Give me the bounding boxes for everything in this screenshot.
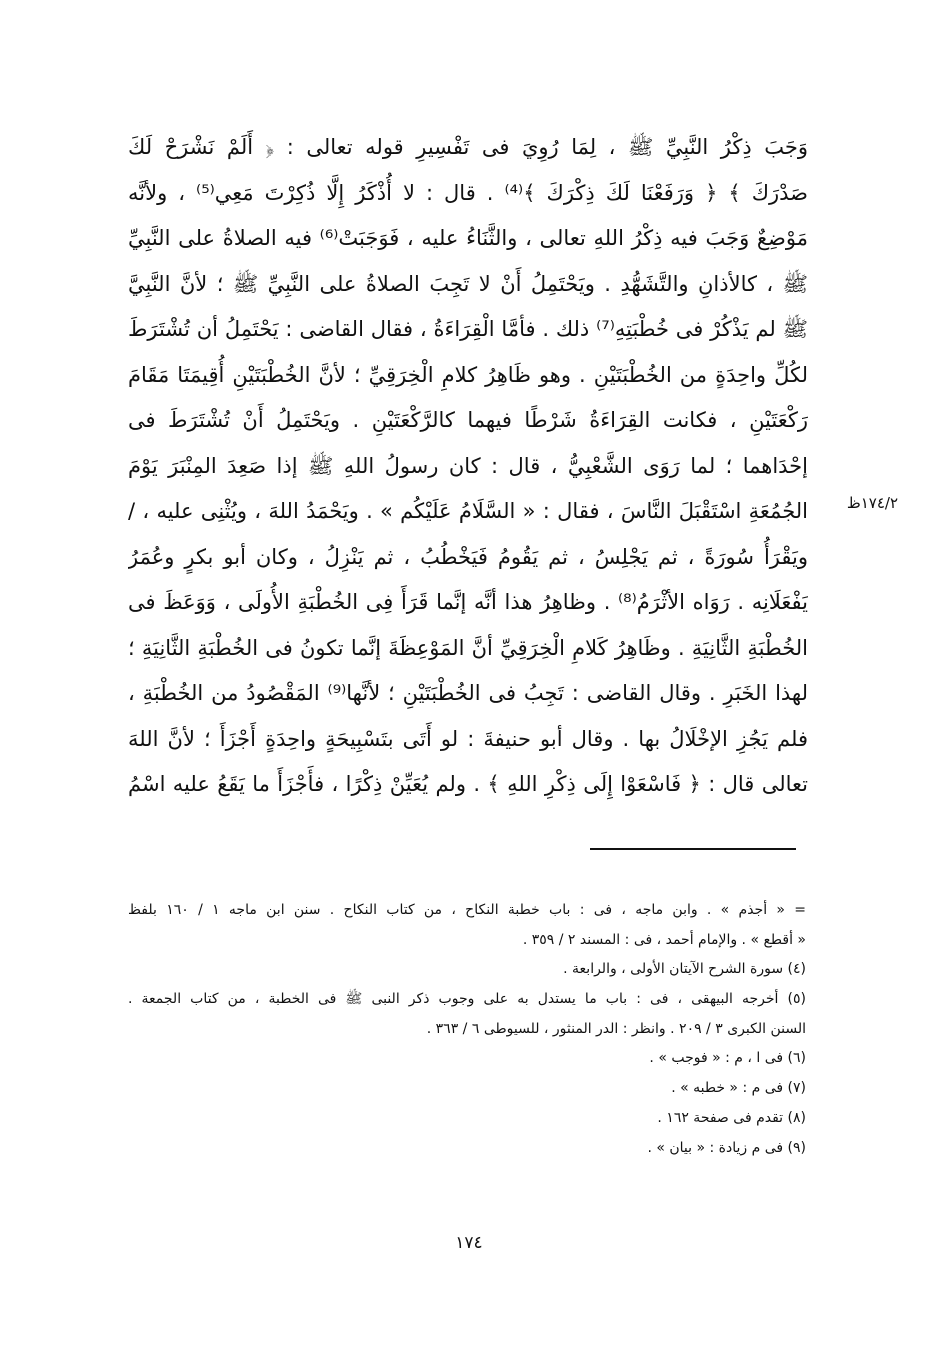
text-line: رَكْعَتَيْنِ ، فكانت القِرَاءَةُ شَرْطًا فيهما كالرَّكْعَتَيْنِ . ويَحْتَمِلُ أَنْ تُشْتَرَطَ فى xyxy=(128,408,808,432)
text-line: فلم يَجُزِ الإخْلَالُ بها . وقال أبو حنيفةَ : لو أَتَى بتَسْبِيحَةٍ واحِدَةٍ أَجْزَأَ ؛ لأنَّ اللهَ xyxy=(128,726,808,751)
footnote-line: (٩) فى م زيادة : « بيان » . xyxy=(647,1139,806,1156)
text-line: يَفْعَلَانِه . رَوَاه الأثْرَمُ⁽⁸⁾ . وظاهِرُ هذا أنَّه إنَّما قَرَأَ فِى الخُطْبَةِ الأُولَى ، وَوَعَظَ فى xyxy=(128,590,808,614)
text-line: الخُطْبَةِ الثَّانِيَةِ . وظَاهِرُ كَلامِ الْخِرَقِيِّ أنَّ المَوْعِظَةَ إنَّما تكونُ فى الخُطْبَةِ الثَّانِيَةِ ؛ xyxy=(128,635,808,660)
footnotes-block xyxy=(128,896,806,1163)
text-line: ويَقْرَأُ سُورَةً ، ثم يَجْلِسُ ، ثم يَقُومُ فَيَخْطُبُ ، ثم يَنْزِلُ ، وكان أبو بكرٍ وعُمَرُ xyxy=(128,544,808,569)
footnote-line: السنن الكبرى ٣ / ٢٠٩ . وانظر : الدر المنثور ، للسيوطى ٦ / ٣٦٣ . xyxy=(426,1020,806,1037)
footnote-line: (٤) سورة الشرح الآيتان الأولى ، والرابعة . xyxy=(563,961,806,978)
text-line: لكُلِّ واحِدَةٍ من الخُطْبَتَيْنِ . وهو ظَاهِرُ كلامِ الْخِرَقِيِّ ؛ لأنَّ الخُطْبَتَيْنِ أُقِيمَتَا مَقَامَ xyxy=(128,362,808,387)
margin-manuscript-ref: ١٧٤/٢ظ xyxy=(846,494,898,512)
footnote-line: = « أجذم » . وابن ماجه ، فى : باب خطبة النكاح ، من كتاب النكاح . سنن ابن ماجه ١ / ١٦٠ بلفظ xyxy=(128,902,806,918)
text-line: إحْدَاهما ؛ لما رَوَى الشَّعْبِيُّ ، قال : كان رسولُ اللهِ ﷺ إذا صَعِدَ المِنْبَرَ يَوْمَ xyxy=(128,453,808,478)
page-number: ١٧٤ xyxy=(455,1233,483,1253)
footnote-separator xyxy=(590,848,796,850)
footnote-line: « أقطع » . والإمام أحمد ، فى : المسند ٢ / ٣٥٩ . xyxy=(522,931,806,948)
text-line: ﷺ ، كالأذانِ والتَّشَهُّدِ . ويَحْتَمِلُ أَنْ لا تَجِبَ الصلاةُ على النَّبِيِّ ﷺ ؛ لأنَّ النَّبِيَّ xyxy=(128,271,808,296)
text-line: لهذا الخَبَرِ . وقال القاضى : تَجِبُ فى الخُطْبَتَيْنِ ؛ لأنَّها⁽⁹⁾ المَقْصُودُ من الخُطْبَةِ ، xyxy=(128,681,808,705)
footnote-line: (٦) فى ا ، م : « فوجب » . xyxy=(649,1050,806,1067)
main-text-block xyxy=(128,125,808,808)
text-line: الجُمُعَةِ اسْتَقْبَلَ النَّاسَ ، فقال : « السَّلَامُ عَلَيْكُم » . ويَحْمَدُ اللهَ ، ويُثْنِى عليه ، / xyxy=(128,499,808,523)
footnote-line: (٧) فى م : « خطبه » . xyxy=(671,1080,806,1097)
footnote-line: (٥) أخرجه البيهقى ، فى : باب ما يستدل به على وجوب ذكر النبى ﷺ فى الخطبة ، من كتاب الجمعة . xyxy=(128,991,806,1008)
footnote-line: (٨) تقدم فى صفحة ١٦٢ . xyxy=(657,1109,806,1126)
text-line: صَدْرَكَ ﴾ ﴿ وَرَفَعْنَا لَكَ ذِكْرَكَ ﴾⁽⁴⁾ . قال : لا أُذْكَرُ إِلَّا ذُكِرْتَ مَعِي⁽⁵⁾ ، ولأنَّه xyxy=(128,180,808,205)
text-line: تعالى قال : ﴿ فَاسْعَوْا إِلَى ذِكْرِ اللهِ ﴾ . ولم يُعَيِّنْ ذِكْرًا ، فأَجْزَأَ ما يَقَعُ عليه اسْمُ xyxy=(128,772,808,796)
text-line: مَوْضِعٌ وَجَبَ فيه ذِكْرُ اللهِ تعالى ، والثَّنَاءُ عليه ، فَوَجَبَتْ⁽⁶⁾ فيه الصلاةُ على النَّبِيِّ xyxy=(128,226,808,250)
text-line: وَجَبَ ذِكْرُ النَّبِيِّ ﷺ ، لِمَا رُوِيَ فى تَفْسِيرِ قوله تعالى : ﴿ أَلَمْ نَشْرَحْ لَكَ xyxy=(128,135,808,159)
text-line: ﷺ لم يَذْكُرْ فى خُطْبَتِهِ⁽⁷⁾ ذلك . فأمَّا الْقِرَاءَةُ ، فقال القاضى : يَحْتَمِلُ أن تُشْتَرَطَ xyxy=(128,317,808,341)
